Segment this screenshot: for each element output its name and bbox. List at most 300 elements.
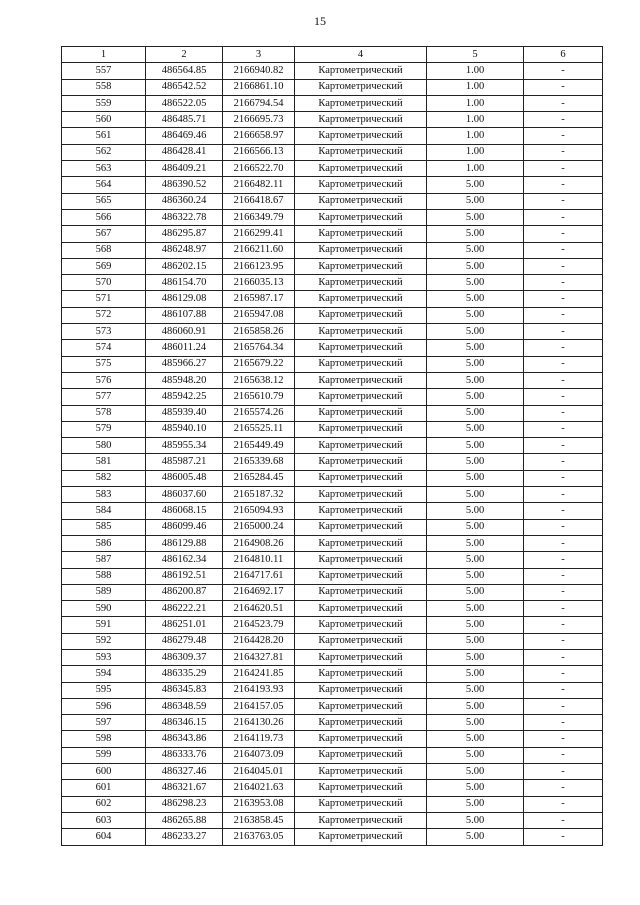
- table-row: [62, 340, 603, 356]
- x-coordinate-cell: 485942.25: [146, 389, 223, 405]
- x-coordinate-cell: 486107.88: [146, 307, 223, 323]
- accuracy-cell: 5.00: [427, 421, 524, 437]
- note-cell: -: [524, 193, 603, 209]
- x-coordinate-cell: 486298.23: [146, 796, 223, 812]
- note-cell: -: [524, 226, 603, 242]
- y-coordinate-cell: 2163858.45: [223, 812, 295, 828]
- y-coordinate-cell: 2166349.79: [223, 209, 295, 225]
- point-number-cell: 569: [62, 258, 146, 274]
- table-row: [62, 649, 603, 665]
- y-coordinate-cell: 2164193.93: [223, 682, 295, 698]
- column-header-3: 3: [223, 47, 295, 63]
- x-coordinate-cell: 486564.85: [146, 63, 223, 79]
- method-cell: Картометрический: [295, 291, 427, 307]
- accuracy-cell: 5.00: [427, 666, 524, 682]
- y-coordinate-cell: 2165947.08: [223, 307, 295, 323]
- point-number-cell: 600: [62, 764, 146, 780]
- table-row: [62, 633, 603, 649]
- y-coordinate-cell: 2164717.61: [223, 568, 295, 584]
- method-cell: Картометрический: [295, 226, 427, 242]
- table-row: [62, 796, 603, 812]
- method-cell: Картометрический: [295, 307, 427, 323]
- point-number-cell: 575: [62, 356, 146, 372]
- x-coordinate-cell: 486037.60: [146, 487, 223, 503]
- x-coordinate-cell: 485987.21: [146, 454, 223, 470]
- point-number-cell: 557: [62, 63, 146, 79]
- point-number-cell: 581: [62, 454, 146, 470]
- x-coordinate-cell: 486200.87: [146, 584, 223, 600]
- point-number-cell: 594: [62, 666, 146, 682]
- table-header-row: [62, 47, 603, 63]
- point-number-cell: 584: [62, 503, 146, 519]
- table-row: [62, 780, 603, 796]
- method-cell: Картометрический: [295, 796, 427, 812]
- note-cell: -: [524, 389, 603, 405]
- x-coordinate-cell: 486222.21: [146, 601, 223, 617]
- note-cell: -: [524, 242, 603, 258]
- note-cell: -: [524, 731, 603, 747]
- y-coordinate-cell: 2165764.34: [223, 340, 295, 356]
- note-cell: -: [524, 258, 603, 274]
- method-cell: Картометрический: [295, 63, 427, 79]
- point-number-cell: 597: [62, 715, 146, 731]
- point-number-cell: 593: [62, 649, 146, 665]
- accuracy-cell: 5.00: [427, 470, 524, 486]
- point-number-cell: 566: [62, 209, 146, 225]
- method-cell: Картометрический: [295, 601, 427, 617]
- method-cell: Картометрический: [295, 324, 427, 340]
- note-cell: -: [524, 617, 603, 633]
- method-cell: Картометрический: [295, 764, 427, 780]
- note-cell: -: [524, 128, 603, 144]
- y-coordinate-cell: 2166035.13: [223, 275, 295, 291]
- table-row: [62, 454, 603, 470]
- accuracy-cell: 5.00: [427, 405, 524, 421]
- accuracy-cell: 5.00: [427, 829, 524, 845]
- accuracy-cell: 1.00: [427, 112, 524, 128]
- table-row: [62, 584, 603, 600]
- accuracy-cell: 5.00: [427, 226, 524, 242]
- method-cell: Картометрический: [295, 487, 427, 503]
- point-number-cell: 598: [62, 731, 146, 747]
- y-coordinate-cell: 2164692.17: [223, 584, 295, 600]
- note-cell: -: [524, 829, 603, 845]
- table-row: [62, 764, 603, 780]
- table-row: [62, 812, 603, 828]
- note-cell: -: [524, 112, 603, 128]
- method-cell: Картометрический: [295, 177, 427, 193]
- note-cell: -: [524, 324, 603, 340]
- accuracy-cell: 5.00: [427, 535, 524, 551]
- y-coordinate-cell: 2165339.68: [223, 454, 295, 470]
- y-coordinate-cell: 2166123.95: [223, 258, 295, 274]
- table-body: [62, 63, 603, 845]
- point-number-cell: 579: [62, 421, 146, 437]
- method-cell: Картометрический: [295, 568, 427, 584]
- y-coordinate-cell: 2166522.70: [223, 161, 295, 177]
- table-row: [62, 568, 603, 584]
- table-row: [62, 470, 603, 486]
- point-number-cell: 592: [62, 633, 146, 649]
- table-row: [62, 258, 603, 274]
- point-number-cell: 558: [62, 79, 146, 95]
- y-coordinate-cell: 2165638.12: [223, 372, 295, 388]
- y-coordinate-cell: 2165525.11: [223, 421, 295, 437]
- x-coordinate-cell: 486233.27: [146, 829, 223, 845]
- y-coordinate-cell: 2166418.67: [223, 193, 295, 209]
- point-number-cell: 586: [62, 535, 146, 551]
- note-cell: -: [524, 812, 603, 828]
- method-cell: Картометрический: [295, 438, 427, 454]
- method-cell: Картометрический: [295, 519, 427, 535]
- point-number-cell: 568: [62, 242, 146, 258]
- column-header-1: 1: [62, 47, 146, 63]
- table-row: [62, 715, 603, 731]
- table-row: [62, 601, 603, 617]
- y-coordinate-cell: 2164045.01: [223, 764, 295, 780]
- x-coordinate-cell: 485948.20: [146, 372, 223, 388]
- y-coordinate-cell: 2165094.93: [223, 503, 295, 519]
- method-cell: Картометрический: [295, 503, 427, 519]
- point-number-cell: 603: [62, 812, 146, 828]
- method-cell: Картометрический: [295, 535, 427, 551]
- table-row: [62, 95, 603, 111]
- note-cell: -: [524, 715, 603, 731]
- accuracy-cell: 5.00: [427, 438, 524, 454]
- table-row: [62, 356, 603, 372]
- y-coordinate-cell: 2164241.85: [223, 666, 295, 682]
- x-coordinate-cell: 486346.15: [146, 715, 223, 731]
- table-row: [62, 503, 603, 519]
- point-number-cell: 595: [62, 682, 146, 698]
- y-coordinate-cell: 2164620.51: [223, 601, 295, 617]
- method-cell: Картометрический: [295, 242, 427, 258]
- accuracy-cell: 1.00: [427, 63, 524, 79]
- method-cell: Картометрический: [295, 209, 427, 225]
- method-cell: Картометрический: [295, 193, 427, 209]
- method-cell: Картометрический: [295, 617, 427, 633]
- point-number-cell: 589: [62, 584, 146, 600]
- x-coordinate-cell: 485966.27: [146, 356, 223, 372]
- note-cell: -: [524, 79, 603, 95]
- point-number-cell: 596: [62, 698, 146, 714]
- y-coordinate-cell: 2166482.11: [223, 177, 295, 193]
- note-cell: -: [524, 454, 603, 470]
- x-coordinate-cell: 486011.24: [146, 340, 223, 356]
- x-coordinate-cell: 486099.46: [146, 519, 223, 535]
- method-cell: Картометрический: [295, 780, 427, 796]
- x-coordinate-cell: 486068.15: [146, 503, 223, 519]
- x-coordinate-cell: 486265.88: [146, 812, 223, 828]
- note-cell: -: [524, 584, 603, 600]
- point-number-cell: 576: [62, 372, 146, 388]
- point-number-cell: 590: [62, 601, 146, 617]
- accuracy-cell: 5.00: [427, 747, 524, 763]
- method-cell: Картометрический: [295, 812, 427, 828]
- accuracy-cell: 5.00: [427, 633, 524, 649]
- accuracy-cell: 5.00: [427, 372, 524, 388]
- column-header-2: 2: [146, 47, 223, 63]
- point-number-cell: 585: [62, 519, 146, 535]
- point-number-cell: 563: [62, 161, 146, 177]
- accuracy-cell: 5.00: [427, 209, 524, 225]
- table-row: [62, 372, 603, 388]
- method-cell: Картометрический: [295, 372, 427, 388]
- x-coordinate-cell: 485955.34: [146, 438, 223, 454]
- method-cell: Картометрический: [295, 112, 427, 128]
- table-row: [62, 63, 603, 79]
- table-row: [62, 617, 603, 633]
- table-row: [62, 682, 603, 698]
- y-coordinate-cell: 2165574.26: [223, 405, 295, 421]
- x-coordinate-cell: 486343.86: [146, 731, 223, 747]
- y-coordinate-cell: 2165187.32: [223, 487, 295, 503]
- y-coordinate-cell: 2166211.60: [223, 242, 295, 258]
- y-coordinate-cell: 2163763.05: [223, 829, 295, 845]
- method-cell: Картометрический: [295, 258, 427, 274]
- page-number: 15: [314, 14, 326, 28]
- point-number-cell: 571: [62, 291, 146, 307]
- table-row: [62, 275, 603, 291]
- note-cell: -: [524, 144, 603, 160]
- method-cell: Картометрический: [295, 95, 427, 111]
- note-cell: -: [524, 682, 603, 698]
- method-cell: Картометрический: [295, 79, 427, 95]
- y-coordinate-cell: 2165987.17: [223, 291, 295, 307]
- table-row: [62, 487, 603, 503]
- method-cell: Картометрический: [295, 421, 427, 437]
- accuracy-cell: 5.00: [427, 682, 524, 698]
- method-cell: Картометрический: [295, 747, 427, 763]
- y-coordinate-cell: 2164073.09: [223, 747, 295, 763]
- point-number-cell: 574: [62, 340, 146, 356]
- y-coordinate-cell: 2166566.13: [223, 144, 295, 160]
- note-cell: -: [524, 177, 603, 193]
- note-cell: -: [524, 291, 603, 307]
- x-coordinate-cell: 486542.52: [146, 79, 223, 95]
- x-coordinate-cell: 486060.91: [146, 324, 223, 340]
- accuracy-cell: 5.00: [427, 242, 524, 258]
- note-cell: -: [524, 209, 603, 225]
- x-coordinate-cell: 486321.67: [146, 780, 223, 796]
- note-cell: -: [524, 552, 603, 568]
- method-cell: Картометрический: [295, 470, 427, 486]
- point-number-cell: 561: [62, 128, 146, 144]
- table-row: [62, 161, 603, 177]
- y-coordinate-cell: 2166695.73: [223, 112, 295, 128]
- point-number-cell: 559: [62, 95, 146, 111]
- x-coordinate-cell: 486360.24: [146, 193, 223, 209]
- coordinates-table-container: [61, 46, 602, 846]
- note-cell: -: [524, 568, 603, 584]
- y-coordinate-cell: 2166794.54: [223, 95, 295, 111]
- accuracy-cell: 5.00: [427, 324, 524, 340]
- note-cell: -: [524, 747, 603, 763]
- x-coordinate-cell: 486428.41: [146, 144, 223, 160]
- note-cell: -: [524, 698, 603, 714]
- point-number-cell: 602: [62, 796, 146, 812]
- accuracy-cell: 5.00: [427, 601, 524, 617]
- note-cell: -: [524, 340, 603, 356]
- y-coordinate-cell: 2166658.97: [223, 128, 295, 144]
- method-cell: Картометрический: [295, 666, 427, 682]
- method-cell: Картометрический: [295, 649, 427, 665]
- x-coordinate-cell: 485940.10: [146, 421, 223, 437]
- x-coordinate-cell: 486345.83: [146, 682, 223, 698]
- x-coordinate-cell: 486333.76: [146, 747, 223, 763]
- method-cell: Картометрический: [295, 698, 427, 714]
- x-coordinate-cell: 486129.88: [146, 535, 223, 551]
- note-cell: -: [524, 601, 603, 617]
- method-cell: Картометрический: [295, 633, 427, 649]
- table-row: [62, 535, 603, 551]
- x-coordinate-cell: 486295.87: [146, 226, 223, 242]
- y-coordinate-cell: 2164327.81: [223, 649, 295, 665]
- point-number-cell: 572: [62, 307, 146, 323]
- method-cell: Картометрический: [295, 731, 427, 747]
- note-cell: -: [524, 487, 603, 503]
- point-number-cell: 567: [62, 226, 146, 242]
- point-number-cell: 560: [62, 112, 146, 128]
- accuracy-cell: 5.00: [427, 307, 524, 323]
- table-row: [62, 552, 603, 568]
- point-number-cell: 573: [62, 324, 146, 340]
- accuracy-cell: 1.00: [427, 128, 524, 144]
- y-coordinate-cell: 2164523.79: [223, 617, 295, 633]
- method-cell: Картометрический: [295, 128, 427, 144]
- x-coordinate-cell: 486522.05: [146, 95, 223, 111]
- table-row: [62, 177, 603, 193]
- accuracy-cell: 1.00: [427, 79, 524, 95]
- method-cell: Картометрический: [295, 405, 427, 421]
- accuracy-cell: 5.00: [427, 812, 524, 828]
- table-row: [62, 698, 603, 714]
- point-number-cell: 564: [62, 177, 146, 193]
- accuracy-cell: 5.00: [427, 503, 524, 519]
- accuracy-cell: 5.00: [427, 177, 524, 193]
- x-coordinate-cell: 486348.59: [146, 698, 223, 714]
- accuracy-cell: 5.00: [427, 193, 524, 209]
- table-row: [62, 666, 603, 682]
- y-coordinate-cell: 2165449.49: [223, 438, 295, 454]
- table-row: [62, 389, 603, 405]
- accuracy-cell: 5.00: [427, 389, 524, 405]
- table-row: [62, 144, 603, 160]
- note-cell: -: [524, 421, 603, 437]
- accuracy-cell: 5.00: [427, 291, 524, 307]
- method-cell: Картометрический: [295, 715, 427, 731]
- accuracy-cell: 5.00: [427, 568, 524, 584]
- accuracy-cell: 5.00: [427, 454, 524, 470]
- accuracy-cell: 5.00: [427, 340, 524, 356]
- point-number-cell: 601: [62, 780, 146, 796]
- x-coordinate-cell: 486390.52: [146, 177, 223, 193]
- y-coordinate-cell: 2164908.26: [223, 535, 295, 551]
- note-cell: -: [524, 63, 603, 79]
- note-cell: -: [524, 275, 603, 291]
- table-row: [62, 79, 603, 95]
- x-coordinate-cell: 486129.08: [146, 291, 223, 307]
- accuracy-cell: 5.00: [427, 764, 524, 780]
- table-row: [62, 193, 603, 209]
- point-number-cell: 588: [62, 568, 146, 584]
- table-row: [62, 112, 603, 128]
- x-coordinate-cell: 486322.78: [146, 209, 223, 225]
- x-coordinate-cell: 486162.34: [146, 552, 223, 568]
- table-row: [62, 747, 603, 763]
- point-number-cell: 582: [62, 470, 146, 486]
- coordinates-table: [61, 46, 603, 846]
- x-coordinate-cell: 485939.40: [146, 405, 223, 421]
- method-cell: Картометрический: [295, 144, 427, 160]
- note-cell: -: [524, 356, 603, 372]
- table-row: [62, 291, 603, 307]
- accuracy-cell: 5.00: [427, 258, 524, 274]
- y-coordinate-cell: 2165858.26: [223, 324, 295, 340]
- y-coordinate-cell: 2164810.11: [223, 552, 295, 568]
- table-row: [62, 209, 603, 225]
- note-cell: -: [524, 372, 603, 388]
- note-cell: -: [524, 649, 603, 665]
- method-cell: Картометрический: [295, 552, 427, 568]
- accuracy-cell: 5.00: [427, 487, 524, 503]
- accuracy-cell: 1.00: [427, 161, 524, 177]
- table-row: [62, 242, 603, 258]
- note-cell: -: [524, 438, 603, 454]
- y-coordinate-cell: 2164130.26: [223, 715, 295, 731]
- note-cell: -: [524, 470, 603, 486]
- y-coordinate-cell: 2166861.10: [223, 79, 295, 95]
- method-cell: Картометрический: [295, 682, 427, 698]
- note-cell: -: [524, 535, 603, 551]
- accuracy-cell: 5.00: [427, 584, 524, 600]
- point-number-cell: 591: [62, 617, 146, 633]
- note-cell: -: [524, 307, 603, 323]
- note-cell: -: [524, 633, 603, 649]
- point-number-cell: 604: [62, 829, 146, 845]
- point-number-cell: 587: [62, 552, 146, 568]
- x-coordinate-cell: 486248.97: [146, 242, 223, 258]
- note-cell: -: [524, 780, 603, 796]
- method-cell: Картометрический: [295, 275, 427, 291]
- x-coordinate-cell: 486154.70: [146, 275, 223, 291]
- y-coordinate-cell: 2165610.79: [223, 389, 295, 405]
- accuracy-cell: 5.00: [427, 275, 524, 291]
- x-coordinate-cell: 486409.21: [146, 161, 223, 177]
- point-number-cell: 583: [62, 487, 146, 503]
- point-number-cell: 580: [62, 438, 146, 454]
- method-cell: Картометрический: [295, 389, 427, 405]
- accuracy-cell: 5.00: [427, 731, 524, 747]
- accuracy-cell: 1.00: [427, 144, 524, 160]
- column-header-6: 6: [524, 47, 603, 63]
- note-cell: -: [524, 796, 603, 812]
- x-coordinate-cell: 486251.01: [146, 617, 223, 633]
- x-coordinate-cell: 486005.48: [146, 470, 223, 486]
- note-cell: -: [524, 503, 603, 519]
- table-row: [62, 324, 603, 340]
- note-cell: -: [524, 519, 603, 535]
- accuracy-cell: 5.00: [427, 796, 524, 812]
- method-cell: Картометрический: [295, 829, 427, 845]
- accuracy-cell: 5.00: [427, 552, 524, 568]
- y-coordinate-cell: 2163953.08: [223, 796, 295, 812]
- note-cell: -: [524, 161, 603, 177]
- accuracy-cell: 1.00: [427, 95, 524, 111]
- table-row: [62, 519, 603, 535]
- column-header-5: 5: [427, 47, 524, 63]
- column-header-4: 4: [295, 47, 427, 63]
